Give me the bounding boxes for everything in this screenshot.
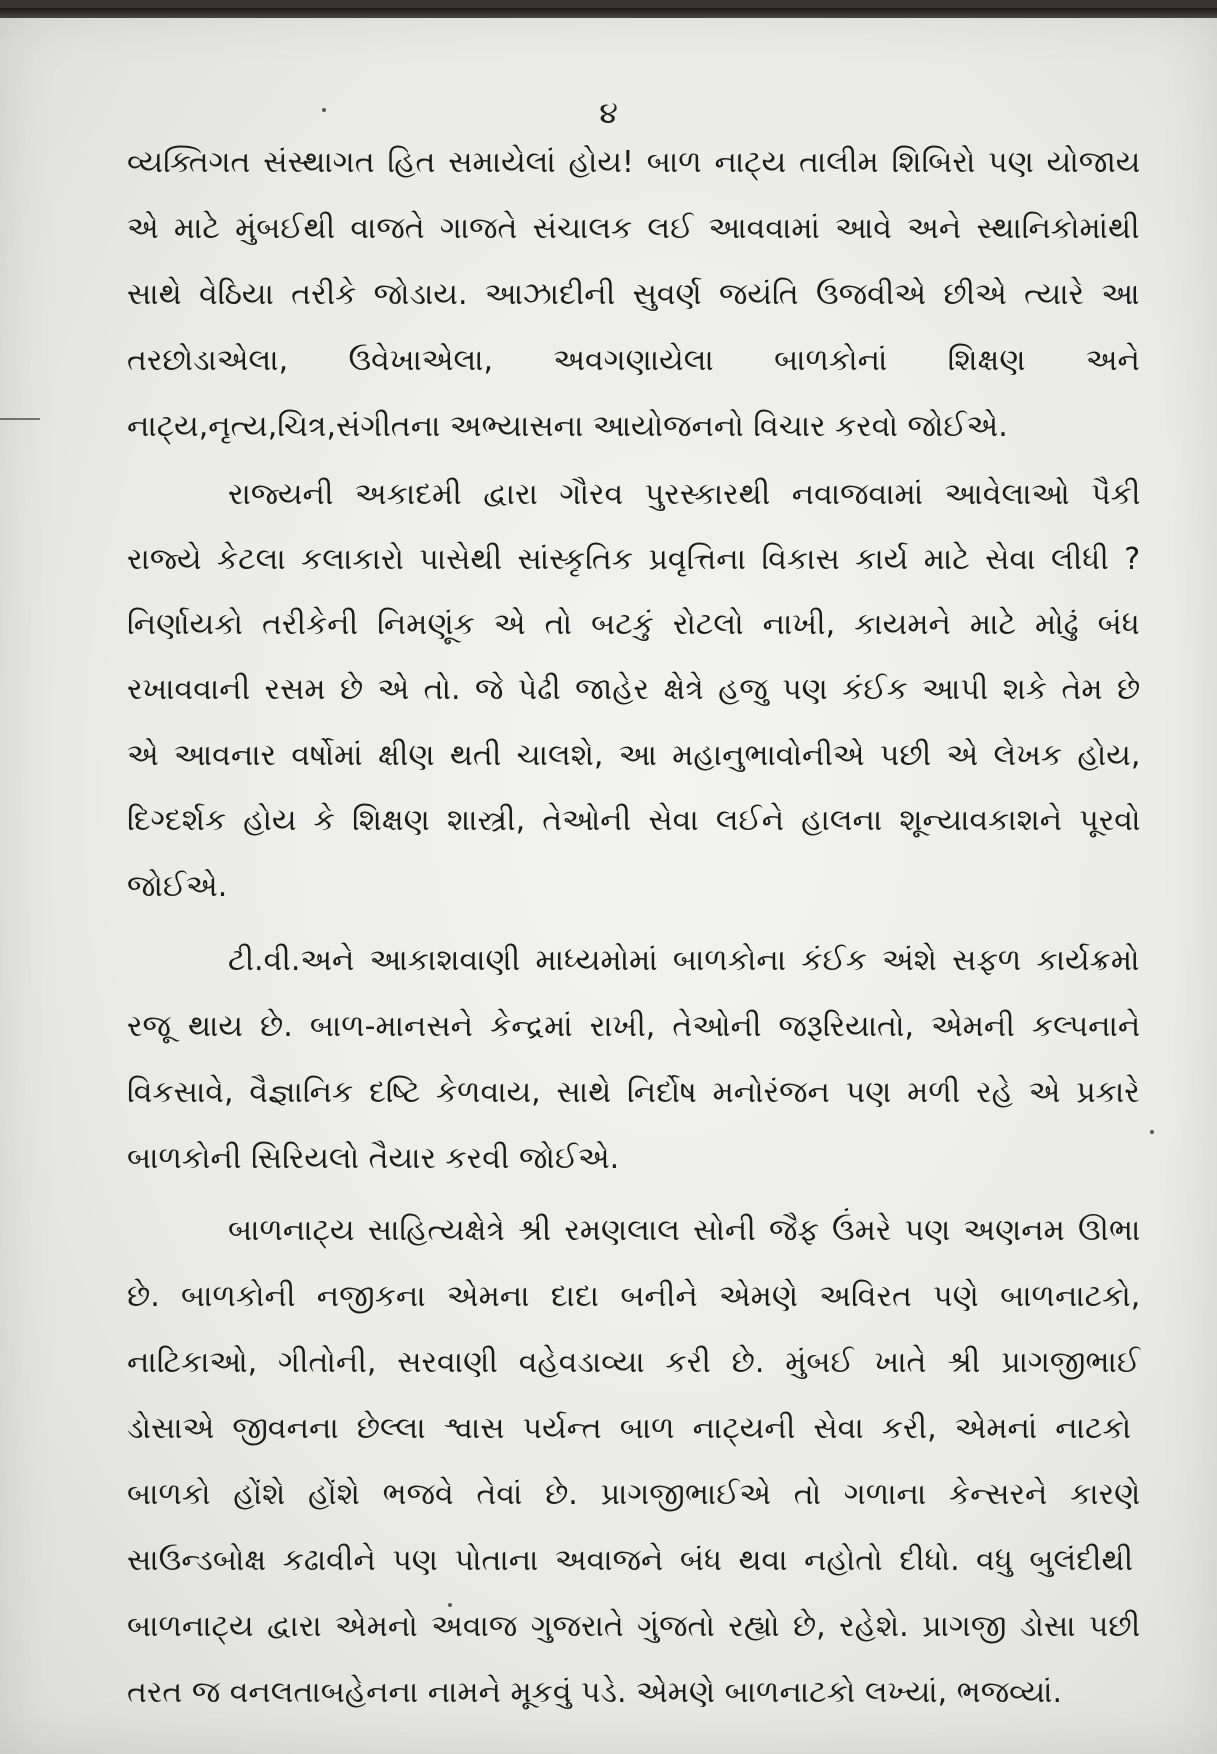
text-line: બાળનાટ્ય સાહિત્યક્ષેત્રે શ્રી રમણલાલ સોની જૈફ ઉંમરે પણ અણનમ ઊભા bbox=[228, 1213, 1141, 1248]
text-line: રાજ્યની અકાદમી દ્વારા ગૌરવ પુરસ્કારથી નવાજવામાં આવેલાઓ પૈકી bbox=[228, 477, 1141, 512]
paper-speck bbox=[448, 1603, 452, 1607]
text-line: બાળનાટ્ય દ્વારા એમનો અવાજ ગુજરાતે ગુંજતો રહ્યો છે, રહેશે. પ્રાગજી ડોસા પછી bbox=[127, 1609, 1141, 1644]
text-line: તરત જ વનલતાબહેનના નામને મૂકવું પડે. એમણે બાળનાટકો લખ્યાં, ભજવ્યાં. bbox=[127, 1675, 1063, 1710]
text-line: વિકસાવે, વૈજ્ઞાનિક દષ્ટિ કેળવાય, સાથે નિર્દોષ મનોરંજન પણ મળી રહે એ પ્રકારે bbox=[127, 1075, 1140, 1110]
text-line: વ્યક્તિગત સંસ્થાગત હિત સમાયેલાં હોય! બાળ નાટ્ય તાલીમ શિબિરો પણ યોજાય bbox=[127, 145, 1141, 180]
text-line: નાટિકાઓ, ગીતોની, સરવાણી વહેવડાવ્યા કરી છે. મુંબઈ ખાતે શ્રી પ્રાગજીભાઈ bbox=[127, 1345, 1141, 1380]
text-line: સાઉન્ડબોક્ષ કઢાવીને પણ પોતાના અવાજને બંધ થવા નહોતો દીધો. વધુ બુલંદીથી bbox=[127, 1543, 1134, 1578]
text-line: રખાવવાની રસમ છે એ તો. જે પેઢી જાહેર ક્ષેત્રે હજુ પણ કંઈક આપી શકે તેમ છે bbox=[127, 672, 1141, 707]
page-number: ૪ bbox=[599, 96, 618, 131]
text-line: છે. બાળકોની નજીકના એમના દાદા બનીને એમણે અવિરત પણે બાળનાટકો, bbox=[127, 1279, 1141, 1314]
paper-speck bbox=[1150, 1130, 1154, 1134]
text-line: બાળકોની સિરિયલો તૈયાર કરવી જોઈએ. bbox=[127, 1141, 620, 1176]
text-line: ટી.વી.અને આકાશવાણી માધ્યમોમાં બાળકોના કંઈક અંશે સફળ કાર્યક્રમો bbox=[228, 943, 1140, 978]
text-line: ડોસાએ જીવનના છેલ્લા શ્વાસ પર્યન્ત બાળ નાટ્યની સેવા કરી, એમનાં નાટકો bbox=[127, 1411, 1132, 1446]
text-line: એ માટે મુંબઈથી વાજતે ગાજતે સંચાલક લઈ આવવામાં આવે અને સ્થાનિકોમાંથી bbox=[127, 211, 1140, 246]
text-line: નાટ્ય,નૃત્ય,ચિત્ર,સંગીતના અભ્યાસના આયોજનનો વિચાર કરવો જોઈએ. bbox=[127, 409, 1008, 444]
margin-mark bbox=[0, 418, 40, 420]
book-page bbox=[0, 8, 1217, 1754]
text-line: રજૂ થાય છે. બાળ-માનસને કેન્દ્રમાં રાખી, તેઓની જરૂરિયાતો, એમની કલ્પનાને bbox=[127, 1009, 1141, 1044]
text-line: રાજ્યે કેટલા કલાકારો પાસેથી સાંસ્કૃતિક પ્રવૃત્તિના વિકાસ કાર્ય માટે સેવા લીધી ? bbox=[127, 542, 1141, 577]
text-line: નિર્ણાયકો તરીકેની નિમણૂંક એ તો બટકું રોટલો નાખી, કાયમને માટે મોઢું બંધ bbox=[127, 607, 1140, 642]
text-line: બાળકો હોંશે હોંશે ભજવે તેવાં છે. પ્રાગજીભાઈએ તો ગળાના કેન્સરને કારણે bbox=[127, 1477, 1141, 1512]
text-line: સાથે વેઠિયા તરીકે જોડાય. આઝાદીની સુવર્ણ જયંતિ ઉજવીએ છીએ ત્યારે આ bbox=[127, 277, 1140, 312]
text-line: તરછોડાએલા, ઉવેખાએલા, અવગણાયેલા બાળકોનાં શિક્ષણ અને bbox=[127, 343, 1140, 378]
page-top-edge bbox=[0, 8, 1217, 18]
text-line: જોઈએ. bbox=[127, 869, 228, 904]
text-line: દિગ્દર્શક હોય કે શિક્ષણ શાસ્ત્રી, તેઓની સેવા લઈને હાલના શૂન્યાવકાશને પૂરવો bbox=[127, 803, 1141, 838]
text-line: એ આવનાર વર્ષોમાં ક્ષીણ થતી ચાલશે, આ મહાનુભાવોનીએ પછી એ લેખક હોય, bbox=[127, 738, 1141, 773]
